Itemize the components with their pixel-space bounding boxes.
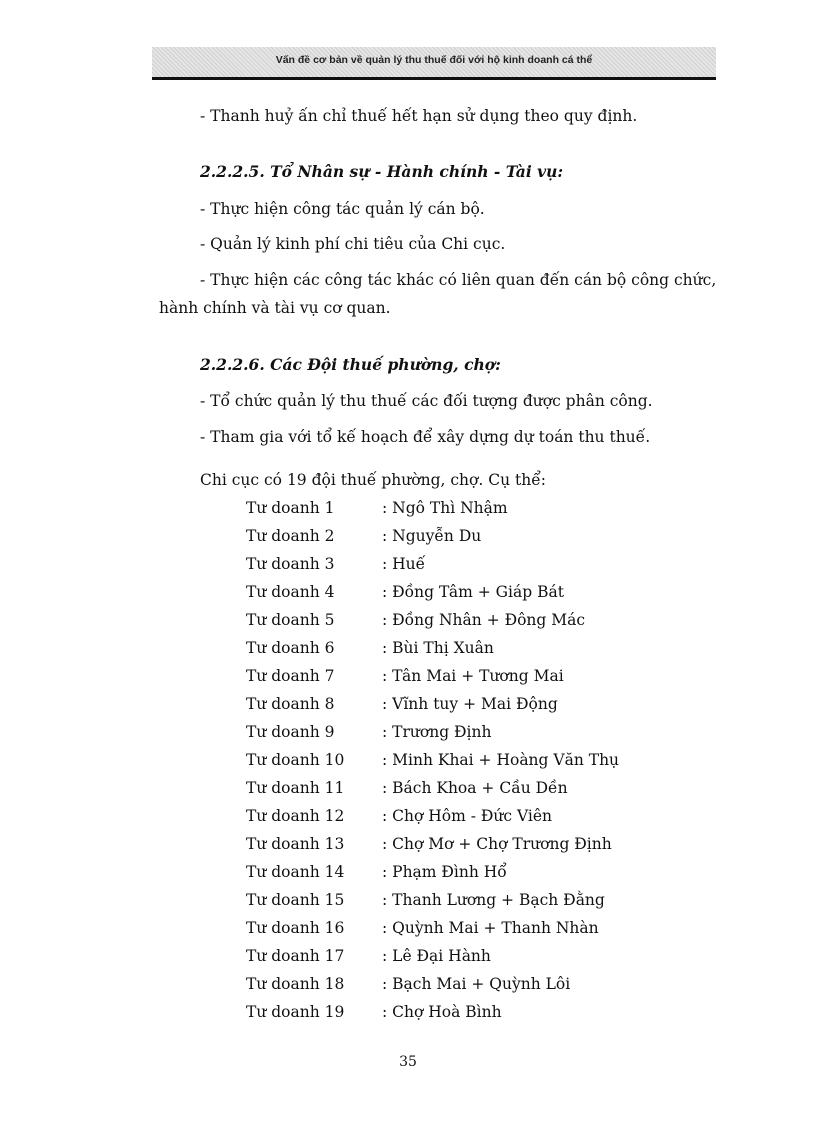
- team-name: Tư doanh 18: [246, 975, 345, 993]
- team-area: : Chợ Hoà Bình: [382, 1003, 502, 1021]
- team-area: : Trương Định: [382, 723, 492, 741]
- team-area: : Lê Đại Hành: [382, 947, 491, 965]
- team-name: Tư doanh 11: [246, 779, 345, 797]
- team-area: : Tân Mai + Tương Mai: [382, 667, 564, 685]
- team-area: : Đồng Tâm + Giáp Bát: [382, 583, 564, 601]
- page-number: 35: [399, 1054, 417, 1070]
- team-area: : Thanh Lương + Bạch Đằng: [382, 891, 605, 909]
- hr-item-2: - Quản lý kinh phí chi tiêu của Chi cục.: [200, 235, 506, 253]
- team-name: Tư doanh 8: [246, 695, 335, 713]
- teams-item-2: - Tham gia với tổ kế hoạch để xây dựng dự toán thu thuế.: [200, 428, 651, 446]
- team-name: Tư doanh 15: [246, 891, 345, 909]
- team-name: Tư doanh 4: [246, 583, 335, 601]
- team-area: : Bạch Mai + Quỳnh Lôi: [382, 975, 571, 993]
- team-area: : Minh Khai + Hoàng Văn Thụ: [382, 751, 620, 769]
- team-name: Tư doanh 6: [246, 639, 335, 657]
- team-name: Tư doanh 2: [246, 527, 335, 545]
- teams-item-1: - Tổ chức quản lý thu thuế các đối tượng được phân công.: [200, 392, 653, 410]
- team-area: : Đồng Nhân + Đông Mác: [382, 611, 586, 629]
- team-area: : Bách Khoa + Cầu Dền: [382, 779, 568, 797]
- team-name: Tư doanh 17: [246, 947, 345, 965]
- team-name: Tư doanh 1: [246, 499, 335, 517]
- teams-intro: Chi cục có 19 đội thuế phường, chợ. Cụ thể:: [200, 471, 546, 489]
- team-name: Tư doanh 5: [246, 611, 335, 629]
- team-area: : Ngô Thì Nhậm: [382, 499, 508, 517]
- hr-item-3-continuation: hành chính và tài vụ cơ quan.: [159, 299, 391, 317]
- team-name: Tư doanh 10: [246, 751, 345, 769]
- running-header-title: Vấn đề cơ bản về quản lý thu thuế đối với hộ kinh doanh cá thể: [275, 54, 593, 66]
- team-name: Tư doanh 14: [246, 863, 345, 881]
- team-area: : Phạm Đình Hổ: [382, 863, 507, 881]
- section-heading-teams: 2.2.2.6. Các Đội thuế phường, chợ:: [200, 355, 501, 374]
- team-area: : Chợ Mơ + Chợ Trương Định: [382, 835, 612, 853]
- team-name: Tư doanh 16: [246, 919, 345, 937]
- team-name: Tư doanh 13: [246, 835, 345, 853]
- team-area: : Chợ Hôm - Đức Viên: [382, 807, 553, 825]
- team-name: Tư doanh 12: [246, 807, 345, 825]
- running-header: [152, 47, 716, 77]
- team-area: : Bùi Thị Xuân: [382, 639, 494, 657]
- hr-item-3: - Thực hiện các công tác khác có liên quan đến cán bộ công chức,: [200, 271, 717, 289]
- team-name: Tư doanh 9: [246, 723, 335, 741]
- team-name: Tư doanh 3: [246, 555, 335, 573]
- team-area: : Nguyễn Du: [382, 527, 482, 545]
- header-rule: [152, 77, 716, 80]
- team-name: Tư doanh 19: [246, 1003, 345, 1021]
- intro-line: - Thanh huỷ ấn chỉ thuế hết hạn sử dụng theo quy định.: [200, 107, 638, 125]
- hr-item-1: - Thực hiện công tác quản lý cán bộ.: [200, 200, 485, 218]
- team-area: : Quỳnh Mai + Thanh Nhàn: [382, 919, 599, 937]
- team-name: Tư doanh 7: [246, 667, 335, 685]
- team-area: : Vĩnh tuy + Mai Động: [382, 695, 558, 713]
- team-area: : Huế: [382, 555, 426, 573]
- section-heading-hr: 2.2.2.5. Tổ Nhân sự - Hành chính - Tài vụ:: [200, 162, 564, 181]
